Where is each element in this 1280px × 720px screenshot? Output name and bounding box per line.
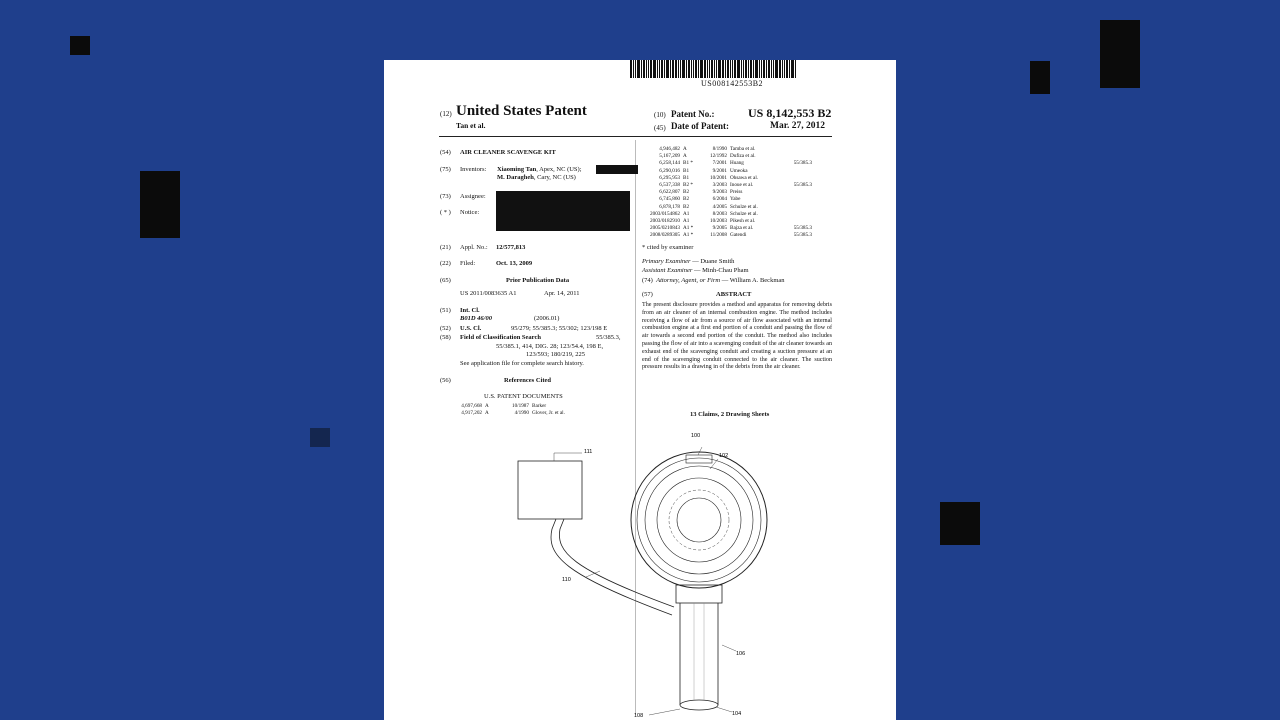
filed-label: Filed: <box>460 260 476 267</box>
code-22: (22) <box>440 260 451 267</box>
us-cl-label: U.S. Cl. <box>460 325 482 332</box>
reference-cls <box>584 410 614 417</box>
decor-square <box>940 502 980 545</box>
reference-name: Umeoka <box>730 167 748 174</box>
reference-cls <box>782 189 812 196</box>
barcode-bar <box>763 60 765 78</box>
barcode-bar <box>648 60 649 78</box>
attorney-label: Attorney, Agent, or Firm <box>656 277 721 284</box>
barcode-bar <box>714 60 715 78</box>
barcode-bar <box>745 60 747 78</box>
attorney <box>642 277 785 284</box>
barcode-bar <box>730 60 731 78</box>
assistant-examiner-name: — Minh-Chau Pham <box>692 267 749 274</box>
reference-kind: B2 <box>683 196 690 203</box>
label-111: 111 <box>584 449 593 455</box>
conduit <box>551 519 672 615</box>
code-12: (12) <box>440 110 452 118</box>
code-73: (73) <box>440 193 451 200</box>
reference-cls <box>782 196 812 203</box>
reference-kind: B1 <box>683 174 690 181</box>
decor-square <box>1100 20 1140 88</box>
primary-examiner-name: — Duane Smith <box>690 258 735 265</box>
barcode-bar <box>795 60 796 78</box>
redaction-block <box>496 191 630 231</box>
reference-date: 9/2003 <box>712 189 727 196</box>
air-source-box <box>518 461 582 519</box>
barcode-bar <box>672 60 674 78</box>
decor-square <box>1030 61 1050 94</box>
barcode-bar <box>718 60 721 78</box>
reference-cls <box>782 146 812 153</box>
barcode-bar <box>775 60 778 78</box>
reference-kind: A1 <box>683 218 690 225</box>
search-history-note: See application file for complete search history. <box>460 360 584 367</box>
code-54: (54) <box>440 149 451 156</box>
decor-square <box>140 171 180 238</box>
decor-square <box>310 428 330 447</box>
reference-name: Ohsawa et al. <box>730 174 759 181</box>
invention-title: AIR CLEANER SCAVENGE KIT <box>460 149 556 156</box>
reference-cls <box>782 211 812 218</box>
inventor-1-location: , Apex, NC (US); <box>536 166 582 173</box>
barcode-bar <box>771 60 772 78</box>
label-108: 108 <box>634 713 644 719</box>
reference-row <box>638 204 812 211</box>
reference-row <box>638 189 812 196</box>
barcode-bar <box>779 60 781 78</box>
reference-date: 3/2003 <box>712 182 727 189</box>
field-search-label: Field of Classification Search <box>460 334 541 341</box>
barcode-bar <box>698 60 699 78</box>
barcode-bar <box>630 60 632 78</box>
reference-row <box>638 232 812 239</box>
barcode-bar <box>633 60 634 78</box>
reference-cls <box>782 168 812 175</box>
barcode-bar <box>766 60 767 78</box>
barcode-bar <box>657 60 658 78</box>
reference-name: Gatendi <box>730 232 747 239</box>
barcode-bar <box>664 60 665 78</box>
code-51: (51) <box>440 307 451 314</box>
int-cl-code: B01D 46/00 <box>460 315 492 322</box>
reference-row <box>638 225 812 232</box>
barcode-bar <box>727 60 729 78</box>
reference-cls: 55/385.3 <box>793 232 812 239</box>
reference-name: Preiss <box>730 189 743 196</box>
reference-kind: A <box>683 146 687 152</box>
reference-num: 4,917,202 <box>461 410 482 417</box>
inventor-1-name: Xiaoming Tan <box>497 166 537 173</box>
prior-pub-date: Apr. 14, 2011 <box>544 290 580 297</box>
code-52: (52) <box>440 325 451 332</box>
primary-examiner-label: Primary Examiner <box>642 258 691 265</box>
reference-cls <box>782 218 812 225</box>
abstract-heading: ABSTRACT <box>716 291 752 298</box>
barcode-bar <box>773 60 774 78</box>
reference-num: 6,290,016 <box>659 167 680 174</box>
barcode-bar <box>755 60 758 78</box>
reference-date: 11/2008 <box>710 232 727 239</box>
label-100: 100 <box>691 433 701 439</box>
assignee-label: Assignee: <box>460 193 486 200</box>
air-cleaner <box>631 452 767 588</box>
barcode-bar <box>786 60 788 78</box>
reference-date: 10/2001 <box>709 174 727 181</box>
reference-num: 4,697,668 <box>461 403 482 409</box>
filed-date: Oct. 13, 2009 <box>496 260 533 267</box>
barcode-bar <box>761 60 762 78</box>
refs-heading: References Cited <box>504 377 551 384</box>
barcode-bar <box>643 60 645 78</box>
reference-num: 4,946,482 <box>659 146 680 152</box>
inventor-2-name: M. Daragheh <box>497 174 534 181</box>
barcode-bar <box>695 60 697 78</box>
reference-name: Schulze et al. <box>730 210 758 217</box>
reference-row <box>638 211 812 218</box>
reference-date: 9/2001 <box>712 167 727 174</box>
reference-date: 10/2003 <box>709 218 727 225</box>
reference-row <box>638 153 812 160</box>
primary-examiner <box>642 258 734 265</box>
barcode-bar <box>675 60 677 78</box>
abstract-text: The present disclosure provides a method and apparatus for removing debris from an air cleaner of an internal combustion engine. The method includes receiving a flow of air from a source of air flow associated with an internal combustion engine at a first end portion of a conduit and passing the flow of air towards a second end portion of the conduit. The method also includes passing the flow of air into a scavenging conduit of the air cleaner towards an exhaust end of the scavenging conduit and creating a suction pressure at an end of the scavenging conduit connected to the air cleaner. The suction pressure results in a drawing in of the debris from the air cleaner. <box>642 302 832 371</box>
reference-date: 6/2004 <box>712 196 727 203</box>
field-search-2: 55/385.1, 414, DIG. 28; 123/54.4, 198 E, <box>496 343 604 350</box>
barcode-bar <box>768 60 770 78</box>
reference-num: 6,295,953 <box>659 174 680 181</box>
notice-label: Notice: <box>460 209 480 216</box>
barcode-bar <box>693 60 694 78</box>
barcode-bar <box>716 60 717 78</box>
appl-no-label: Appl. No.: <box>460 244 488 251</box>
label-106: 106 <box>736 651 746 657</box>
barcode-bar <box>704 60 706 78</box>
code-21: (21) <box>440 244 451 251</box>
reference-date: 7/2001 <box>712 160 727 167</box>
barcode-bar <box>666 60 669 78</box>
reference-num: 6,622,807 <box>659 189 680 196</box>
reference-row <box>638 175 812 182</box>
patent-drawing <box>504 425 764 719</box>
barcode-bar <box>741 60 742 78</box>
barcode-bar <box>734 60 736 78</box>
reference-cls: 55/385.3 <box>793 160 812 167</box>
int-cl-label: Int. Cl. <box>460 307 480 314</box>
barcode-bar <box>743 60 744 78</box>
reference-row <box>638 146 812 153</box>
reference-name: Inoue et al. <box>730 182 754 189</box>
reference-name: Huang <box>730 160 744 167</box>
barcode-bar <box>670 60 671 78</box>
barcode-bar <box>711 60 713 78</box>
reference-kind: B2 <box>683 189 690 196</box>
label-104: 104 <box>732 711 742 717</box>
code-45: (45) <box>654 124 666 132</box>
redaction-block <box>596 165 638 174</box>
assistant-examiner-label: Assistant Examiner <box>642 267 693 274</box>
reference-name: Dufiza et al. <box>730 153 756 160</box>
label-110: 110 <box>562 577 571 583</box>
reference-kind: B1 <box>683 167 690 174</box>
reference-kind: A1 <box>683 210 690 217</box>
reference-cls <box>782 153 812 160</box>
reference-cls <box>782 175 812 182</box>
appl-no: 12/577,813 <box>496 244 526 251</box>
reference-num: 6,258,144 <box>659 160 680 167</box>
claims-summary: 13 Claims, 2 Drawing Sheets <box>690 411 770 418</box>
reference-cls: 55/385.3 <box>793 182 812 189</box>
barcode-bar <box>707 60 708 78</box>
reference-row <box>638 218 812 225</box>
reference-date: 4/2005 <box>712 203 727 210</box>
inventors-label: Inventors: <box>460 166 487 173</box>
code-58: (58) <box>440 334 451 341</box>
reference-num: 2005/0210843 <box>650 225 680 232</box>
code-65: (65) <box>440 277 451 284</box>
reference-date: 8/2003 <box>712 210 727 217</box>
authors: Tan et al. <box>456 121 486 130</box>
reference-name: Schulze et al. <box>730 203 758 210</box>
barcode-bar <box>680 60 681 78</box>
reference-date: 4/1990 <box>514 410 529 417</box>
reference-kind: B2 * <box>683 182 693 189</box>
decor-square <box>70 36 90 55</box>
barcode-bar <box>641 60 642 78</box>
reference-row <box>638 168 812 175</box>
reference-date: 8/1990 <box>712 146 727 152</box>
barcode-bar <box>688 60 690 78</box>
reference-kind: A <box>485 410 489 417</box>
reference-num: 2008/0289305 <box>650 232 680 239</box>
field-search-3: 123/593; 180/219, 225 <box>526 351 586 358</box>
barcode-number: US008142553B2 <box>700 79 764 88</box>
barcode-bar <box>791 60 794 78</box>
barcode-bar <box>722 60 724 78</box>
code-56: (56) <box>440 377 451 384</box>
patent-type-title: United States Patent <box>456 103 587 119</box>
header-rule <box>439 136 832 137</box>
us-cl-value: 95/279; 55/385.3; 55/302; 123/198 E <box>511 325 608 332</box>
reference-row <box>440 410 614 417</box>
code-10: (10) <box>654 111 666 119</box>
reference-cls <box>782 204 812 211</box>
reference-row <box>440 403 614 410</box>
reference-name: Barker <box>532 403 547 409</box>
reference-row <box>638 196 812 203</box>
barcode-bar <box>635 60 636 78</box>
reference-date: 12/1992 <box>709 153 727 160</box>
assistant-examiner <box>642 267 749 274</box>
reference-kind: A <box>683 153 687 160</box>
patent-number: US 8,142,553 B2 <box>748 106 832 120</box>
reference-name: Pikesh et al. <box>730 218 756 225</box>
code-notice: ( * ) <box>440 209 451 216</box>
int-cl-year: (2006.01) <box>534 315 560 322</box>
barcode-bar <box>686 60 687 78</box>
date-label: Date of Patent: <box>671 121 729 131</box>
reference-name: Bajza et al. <box>730 225 754 232</box>
reference-date: 9/2005 <box>712 225 727 232</box>
references-left <box>440 403 614 417</box>
barcode-bar <box>682 60 685 78</box>
barcode-bar <box>661 60 663 78</box>
field-search-1: 55/385.3, <box>596 334 621 341</box>
reference-num: 2003/0182910 <box>650 218 680 225</box>
barcode-bar <box>753 60 754 78</box>
reference-kind: B2 <box>683 203 690 210</box>
attorney-name: — William A. Beckman <box>720 277 785 284</box>
prior-pub-number: US 2011/0083635 A1 <box>460 290 517 297</box>
reference-kind: B1 * <box>683 160 693 167</box>
barcode-bar <box>700 60 703 78</box>
reference-cls: 55/385.3 <box>793 225 812 232</box>
reference-row <box>638 160 812 167</box>
barcode-bar <box>678 60 679 78</box>
patent-page <box>384 60 896 720</box>
barcode-bar <box>659 60 660 78</box>
references-right <box>638 146 812 240</box>
code-57: (57) <box>642 291 653 298</box>
reference-num: 5,167,209 <box>659 153 680 160</box>
inventor-2-location: , Cary, NC (US) <box>533 174 576 181</box>
reference-num: 6,878,178 <box>659 203 680 210</box>
code-74: (74) <box>642 277 653 284</box>
barcode-bar <box>750 60 752 78</box>
barcode-bar <box>759 60 760 78</box>
barcode-bar <box>637 60 640 78</box>
barcode-bar <box>737 60 740 78</box>
barcode-bar <box>732 60 733 78</box>
barcode-bar <box>725 60 726 78</box>
barcode-bar <box>748 60 749 78</box>
reference-name: Tamba et al. <box>730 146 756 152</box>
barcode-bar <box>784 60 785 78</box>
reference-name: Yabe <box>730 196 741 203</box>
barcode-bar <box>782 60 783 78</box>
barcode <box>630 60 834 78</box>
barcode-bar <box>646 60 647 78</box>
reference-cls <box>584 403 614 410</box>
reference-kind: A <box>485 403 489 409</box>
reference-num: 2003/0154862 <box>650 210 680 217</box>
barcode-bar <box>650 60 652 78</box>
inventor-2 <box>497 174 576 181</box>
barcode-bar <box>653 60 656 78</box>
code-75: (75) <box>440 166 451 173</box>
inventor-1 <box>497 166 582 173</box>
prior-pub-heading: Prior Publication Data <box>506 277 570 284</box>
us-docs-heading: U.S. PATENT DOCUMENTS <box>484 393 563 400</box>
barcode-bar <box>691 60 692 78</box>
reference-row <box>638 182 812 189</box>
barcode-bar <box>789 60 790 78</box>
patent-no-label: Patent No.: <box>671 109 715 119</box>
reference-name: Glover, Jr. et al. <box>532 410 565 417</box>
label-102: 102 <box>719 453 729 459</box>
cited-by-examiner: * cited by examiner <box>642 244 694 251</box>
reference-date: 10/1987 <box>511 403 529 409</box>
barcode-bar <box>709 60 710 78</box>
reference-num: 6,745,860 <box>659 196 680 203</box>
reference-kind: A1 * <box>683 232 694 239</box>
reference-kind: A1 * <box>683 225 694 232</box>
patent-date: Mar. 27, 2012 <box>770 121 826 131</box>
reference-num: 6,537,338 <box>659 182 680 189</box>
